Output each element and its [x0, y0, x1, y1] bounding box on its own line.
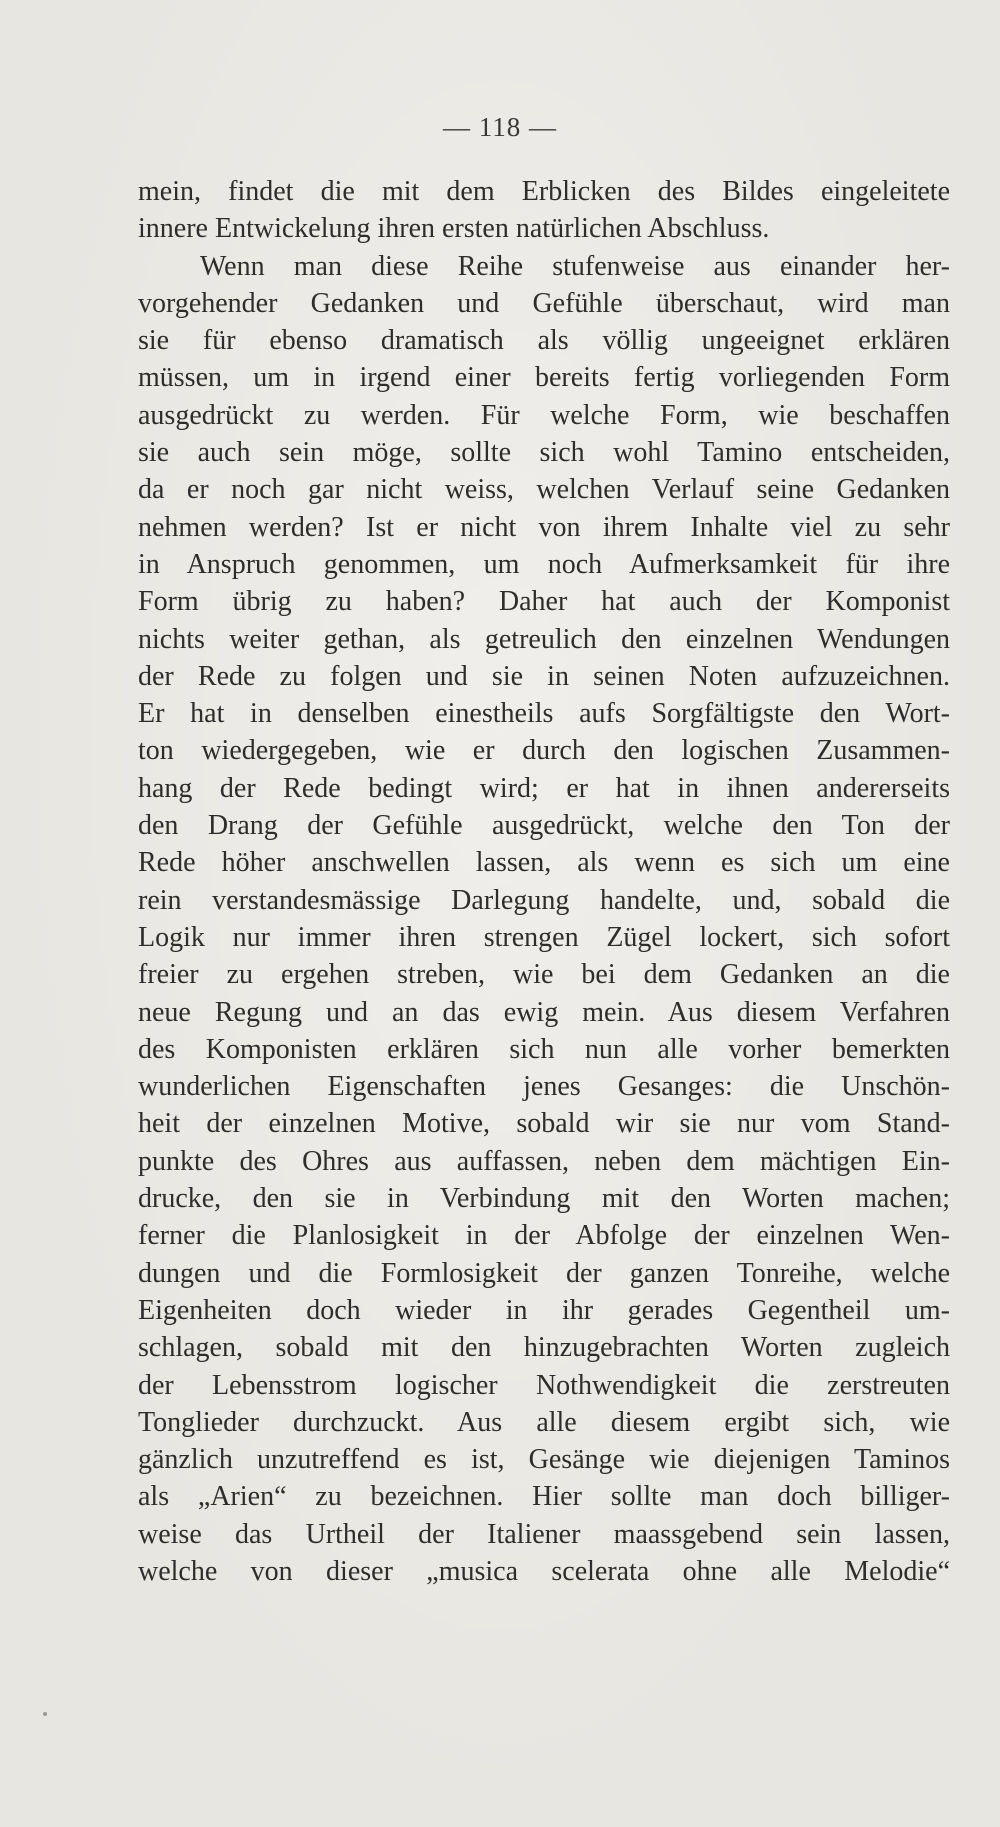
text-line: freier zu ergehen streben, wie bei dem Gedanken an die: [138, 959, 950, 991]
text-line: Rede höher anschwellen lassen, als wenn es sich um eine: [138, 847, 950, 879]
text-line: ton wiedergegeben, wie er durch den logischen Zusammen-: [138, 735, 950, 767]
text-line: hang der Rede bedingt wird; er hat in ihnen andererseits: [138, 772, 950, 804]
text-line: heit der einzelnen Motive, sobald wir sie nur vom Stand-: [138, 1108, 950, 1140]
text-line: als „Arien“ zu bezeichnen. Hier sollte man doch billiger-: [138, 1481, 950, 1513]
text-line: ferner die Planlosigkeit in der Abfolge der einzelnen Wen-: [138, 1220, 950, 1252]
text-line: ausgedrückt zu werden. Für welche Form, wie beschaffen: [138, 399, 950, 431]
body-text: [138, 173, 950, 1590]
text-line: Tonglieder durchzuckt. Aus alle diesem ergibt sich, wie: [138, 1406, 950, 1438]
text-line: Er hat in denselben einestheils aufs Sorgfältigste den Wort-: [138, 698, 950, 730]
text-line: drucke, den sie in Verbindung mit den Worten machen;: [138, 1183, 950, 1215]
text-line: der Lebensstrom logischer Nothwendigkeit die zerstreuten: [138, 1369, 950, 1401]
text-line: sie für ebenso dramatisch als völlig ungeeignet erklären: [138, 325, 950, 357]
text-line: Form übrig zu haben? Daher hat auch der Komponist: [138, 586, 950, 618]
text-line: welche von dieser „musica scelerata ohne alle Melodie“: [138, 1555, 950, 1587]
text-line: gänzlich unzutreffend es ist, Gesänge wie diejenigen Taminos: [138, 1444, 950, 1476]
text-line: sie auch sein möge, sollte sich wohl Tamino entscheiden,: [138, 437, 950, 469]
text-line: in Anspruch genommen, um noch Aufmerksamkeit für ihre: [138, 548, 950, 580]
text-line: den Drang der Gefühle ausgedrückt, welche den Ton der: [138, 810, 950, 842]
text-line: da er noch gar nicht weiss, welchen Verlauf seine Gedanken: [138, 474, 950, 506]
text-line: mein, findet die mit dem Erblicken des Bildes eingeleitete: [138, 176, 950, 207]
text-line: weise das Urtheil der Italiener maassgebend sein lassen,: [138, 1518, 950, 1550]
text-line: neue Regung und an das ewig mein. Aus diesem Verfahren: [138, 996, 950, 1028]
text-line: nehmen werden? Ist er nicht von ihrem Inhalte viel zu sehr: [138, 511, 950, 543]
text-line: rein verstandesmässige Darlegung handelte, und, sobald die: [138, 884, 950, 916]
paper-speck: [43, 1712, 47, 1716]
text-line: innere Entwickelung ihren ersten natürlichen Abschluss.: [138, 213, 770, 245]
text-line: der Rede zu folgen und sie in seinen Noten aufzuzeichnen.: [138, 660, 950, 692]
text-line: müssen, um in irgend einer bereits fertig vorliegenden Form: [138, 362, 950, 394]
text-line: Logik nur immer ihren strengen Zügel lockert, sich sofort: [138, 921, 950, 953]
text-line: punkte des Ohres aus auffassen, neben dem mächtigen Ein-: [138, 1145, 950, 1177]
page-number: — 118 —: [443, 112, 557, 142]
text-line: Eigenheiten doch wieder in ihr gerades Gegentheil um-: [138, 1294, 950, 1326]
text-line: des Komponisten erklären sich nun alle vorher bemerkten: [138, 1033, 950, 1065]
text-line: schlagen, sobald mit den hinzugebrachten Worten zugleich: [138, 1332, 950, 1364]
text-line: wunderlichen Eigenschaften jenes Gesanges: die Unschön-: [138, 1071, 950, 1103]
text-line: nichts weiter gethan, als getreulich den einzelnen Wendungen: [138, 623, 950, 655]
text-line: dungen und die Formlosigkeit der ganzen Tonreihe, welche: [138, 1257, 950, 1289]
text-line: vorgehender Gedanken und Gefühle überschaut, wird man: [138, 287, 950, 319]
text-line: Wenn man diese Reihe stufenweise aus einander her-: [200, 250, 950, 282]
